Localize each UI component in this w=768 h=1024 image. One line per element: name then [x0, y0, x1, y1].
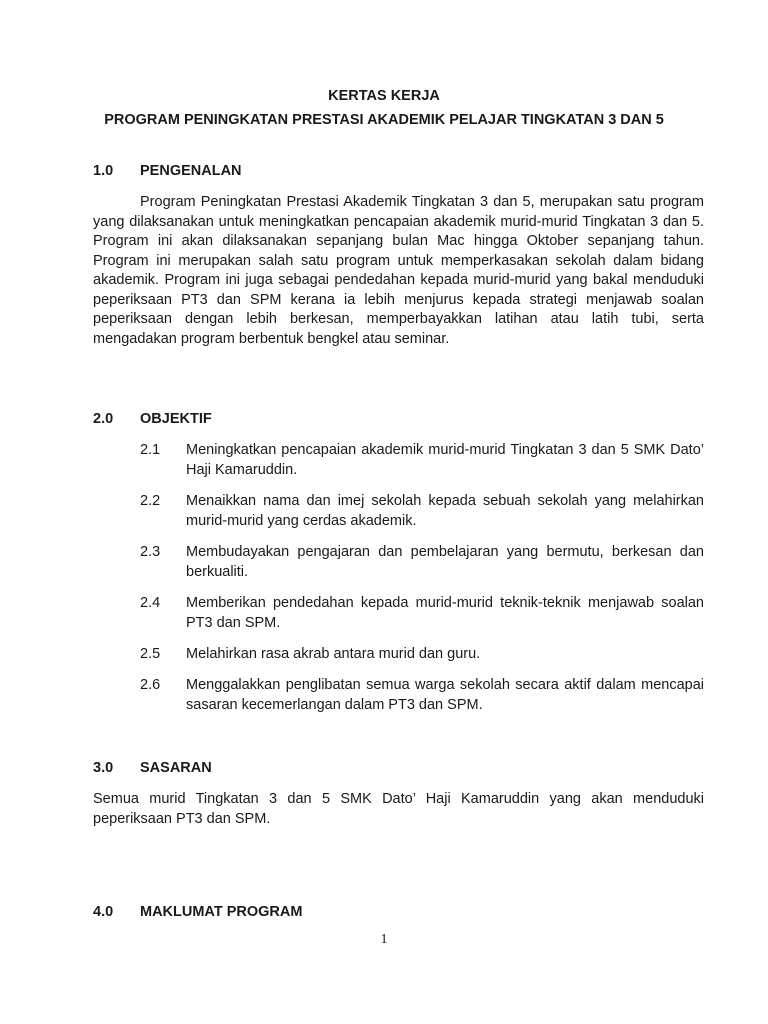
section-number: 1.0 [93, 163, 114, 179]
document-subtitle: PROGRAM PENINGKATAN PRESTASI AKADEMIK PELAJAR TINGKATAN 3 DAN 5 [104, 112, 664, 128]
pengenalan-paragraph: Program Peningkatan Prestasi Akademik Tingkatan 3 dan 5, merupakan satu program yang dilaksanakan untuk meningkatkan pencapaian akademik murid-murid Tingkatan 3 dan 5. Program ini akan dilaksanakan sepanjang bulan Mac hingga Oktober sepanjang tahun. Program ini merupakan salah satu program untuk memperkasakan sekolah dalam bidang akademik. Program ini juga sebagai pendedahan kepada murid-murid yang bakal menduduki peperiksaan PT3 dan SPM kerana ia lebih menjurus kepada strategi menjawab soalan peperiksaan dengan lebih berkesan, memperbayakkan latihan atau latih tubi, serta mengadakan program berbentuk bengkel atau seminar. [93, 194, 704, 347]
section-number: 4.0 [93, 904, 114, 920]
objective-item [140, 441, 704, 480]
section-title: SASARAN [140, 760, 212, 776]
section-title: MAKLUMAT PROGRAM [140, 904, 303, 920]
section-heading-sasaran [93, 759, 212, 777]
objective-text: Membudayakan pengajaran dan pembelajaran yang bermutu, berkesan dan berkualiti. [186, 544, 704, 580]
objective-text: Menaikkan nama dan imej sekolah kepada sebuah sekolah yang melahirkan murid-murid yang cerdas akademik. [186, 493, 704, 529]
objective-text: Menggalakkan penglibatan semua warga sekolah secara aktif dalam mencapai sasaran kecemerlangan dalam PT3 dan SPM. [186, 677, 704, 713]
objective-item [140, 594, 704, 633]
objective-number: 2.5 [140, 646, 161, 662]
objective-number: 2.6 [140, 677, 161, 693]
objective-item [140, 645, 704, 665]
objective-item [140, 492, 704, 531]
section-title: PENGENALAN [140, 163, 242, 179]
page-number: 1 [380, 932, 388, 947]
section-number: 3.0 [93, 760, 114, 776]
section-heading-objektif [93, 410, 212, 428]
objective-item [140, 676, 704, 715]
objective-number: 2.1 [140, 442, 161, 458]
section-title: OBJEKTIF [140, 411, 212, 427]
objective-item [140, 543, 704, 582]
objective-number: 2.4 [140, 595, 161, 611]
objective-number: 2.3 [140, 544, 161, 560]
section-heading-maklumat-program [93, 903, 302, 921]
sasaran-paragraph: Semua murid Tingkatan 3 dan 5 SMK Dato’ Haji Kamaruddin yang akan menduduki peperiksaan PT3 dan SPM. [93, 791, 704, 827]
document-title: KERTAS KERJA [328, 88, 440, 104]
objective-text: Meningkatkan pencapaian akademik murid-murid Tingkatan 3 dan 5 SMK Dato’ Haji Kamaruddin. [186, 442, 704, 478]
objective-text: Melahirkan rasa akrab antara murid dan guru. [186, 646, 481, 662]
section-number: 2.0 [93, 411, 114, 427]
section-heading-pengenalan [93, 162, 242, 180]
objective-text: Memberikan pendedahan kepada murid-murid teknik-teknik menjawab soalan PT3 dan SPM. [186, 595, 704, 631]
objective-number: 2.2 [140, 493, 161, 509]
